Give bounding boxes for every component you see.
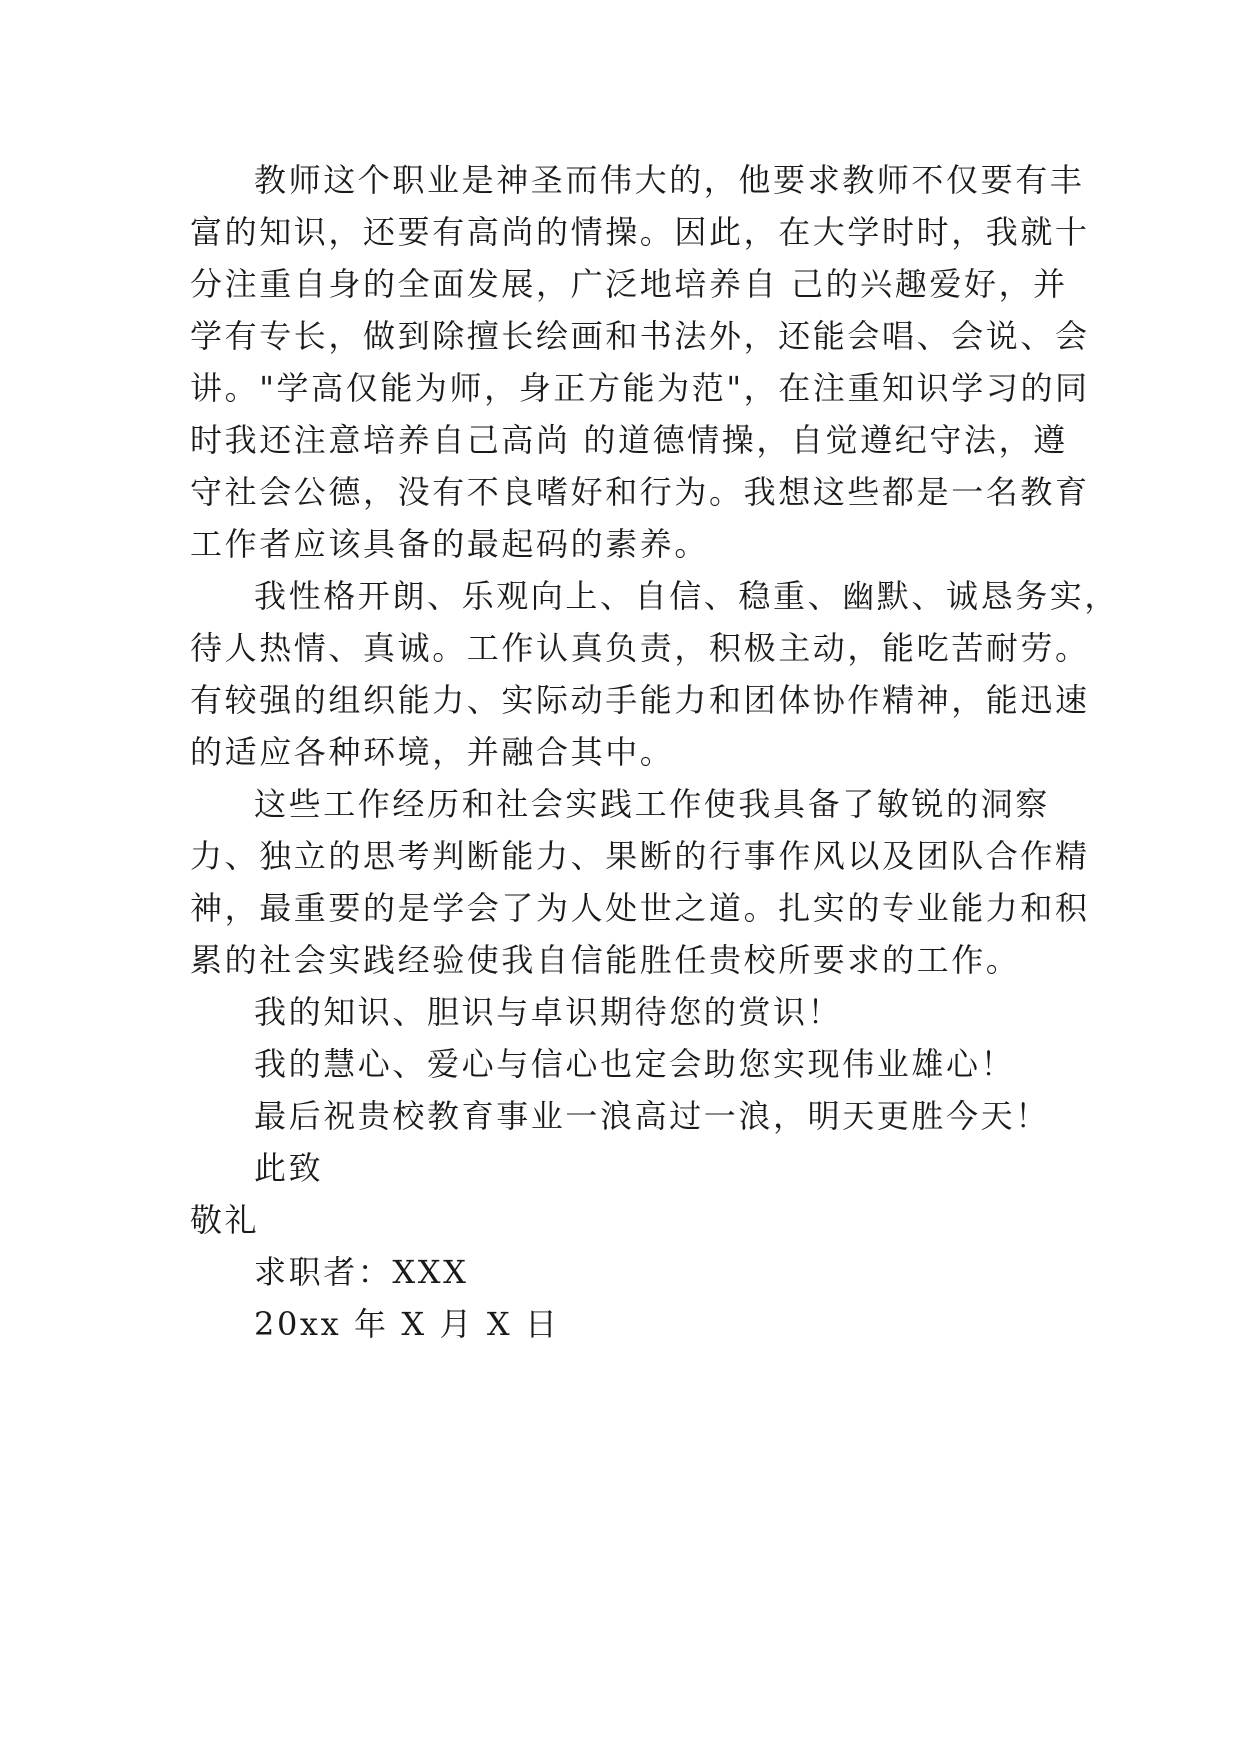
paragraph-2-line-4: 的适应各种环境，并融合其中。 xyxy=(190,733,675,771)
closing-line-2: 我的慧心、爱心与信心也定会助您实现伟业雄心！ xyxy=(254,1045,1016,1083)
paragraph-1-line-7: 守社会公德，没有不良嗜好和行为。我想这些都是一名教育 xyxy=(190,473,1090,511)
signature: 求职者：XXX xyxy=(254,1253,469,1291)
paragraph-2-line-1: 我性格开朗、乐观向上、自信、稳重、幽默、诚恳务实， xyxy=(254,577,1120,615)
paragraph-3-line-1: 这些工作经历和社会实践工作使我具备了敏锐的洞察 xyxy=(254,785,1050,823)
closing-line-1: 我的知识、胆识与卓识期待您的赏识！ xyxy=(254,993,843,1031)
paragraph-1-line-4: 学有专长，做到除擅长绘画和书法外，还能会唱、会说、会 xyxy=(190,317,1090,355)
paragraph-2-line-3: 有较强的组织能力、实际动手能力和团体协作精神，能迅速 xyxy=(190,681,1090,719)
salutation-2: 敬礼 xyxy=(190,1201,260,1239)
paragraph-1-line-8: 工作者应该具备的最起码的素养。 xyxy=(190,525,710,563)
salutation-1: 此致 xyxy=(254,1149,324,1187)
paragraph-3-line-4: 累的社会实践经验使我自信能胜任贵校所要求的工作。 xyxy=(190,941,1021,979)
date: 20xx 年 X 月 X 日 xyxy=(254,1305,560,1343)
paragraph-3-line-2: 力、独立的思考判断能力、果断的行事作风以及团队合作精 xyxy=(190,837,1090,875)
paragraph-1-line-3: 分注重自身的全面发展，广泛地培养自 己的兴趣爱好，并 xyxy=(190,265,1068,303)
paragraph-1-line-6: 时我还注意培养自己高尚 的道德情操，自觉遵纪守法，遵 xyxy=(190,421,1068,459)
paragraph-3-line-3: 神，最重要的是学会了为人处世之道。扎实的专业能力和积 xyxy=(190,889,1090,927)
paragraph-1-line-1: 教师这个职业是神圣而伟大的，他要求教师不仅要有丰 xyxy=(254,161,1085,199)
paragraph-1-line-2: 富的知识，还要有高尚的情操。因此，在大学时时，我就十 xyxy=(190,213,1090,251)
paragraph-1-line-5: 讲。"学高仅能为师，身正方能为范"，在注重知识学习的同 xyxy=(190,369,1090,407)
paragraph-2-line-2: 待人热情、真诚。工作认真负责，积极主动，能吃苦耐劳。 xyxy=(190,629,1090,667)
closing-line-3: 最后祝贵校教育事业一浪高过一浪，明天更胜今天！ xyxy=(254,1097,1050,1135)
